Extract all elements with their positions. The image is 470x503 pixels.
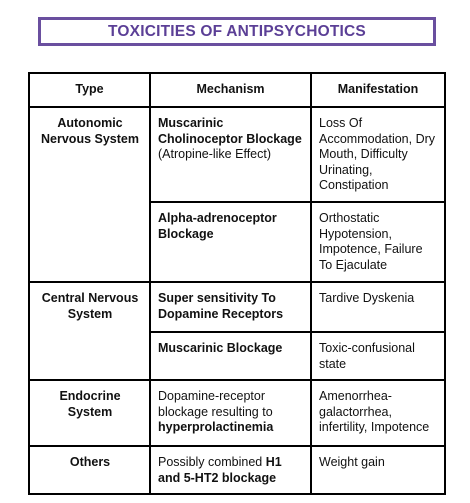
mechanism-bold: H1 and 5-HT2 blockage bbox=[158, 455, 282, 485]
mechanism-bold: Super sensitivity To Dopamine Receptors bbox=[158, 291, 284, 321]
title-box bbox=[38, 17, 436, 46]
header-mechanism: Mechanism bbox=[150, 73, 311, 107]
type-endocrine: Endocrine System bbox=[59, 389, 121, 419]
manifestation-cell: Orthostatic Hypotension, Impotence, Failure To Ejaculate bbox=[311, 202, 445, 282]
page-title: TOXICITIES OF ANTIPSYCHOTICS bbox=[108, 22, 366, 40]
type-central: Central Nervous System bbox=[41, 291, 139, 321]
manifestation-cell: Weight gain bbox=[311, 446, 445, 494]
type-autonomic: Autonomic Nervous System bbox=[41, 116, 139, 146]
mechanism-bold: hyperprolactinemia bbox=[158, 420, 274, 434]
mechanism-cell bbox=[150, 380, 311, 446]
mechanism-bold: Muscarinic Cholinoceptor Blockage bbox=[158, 116, 302, 146]
type-cell bbox=[29, 446, 150, 494]
header-manifestation: Manifestation bbox=[311, 73, 445, 107]
mechanism-bold: Alpha-adrenoceptor Blockage bbox=[158, 211, 277, 241]
mechanism-normal: Possibly combined bbox=[158, 455, 266, 469]
type-others: Others bbox=[69, 455, 111, 469]
manifestation-cell: Amenorrhea-galactorrhea, infertility, Impotence bbox=[311, 380, 445, 446]
type-cell bbox=[29, 380, 150, 446]
table-row bbox=[29, 107, 445, 202]
mechanism-cell bbox=[150, 332, 311, 380]
manifestation-cell: Tardive Dyskenia bbox=[311, 282, 445, 332]
mechanism-cell bbox=[150, 107, 311, 202]
type-cell bbox=[29, 282, 150, 380]
manifestation-cell: Loss Of Accommodation, Dry Mouth, Difficulty Urinating, Constipation bbox=[311, 107, 445, 202]
mechanism-bold: Muscarinic Blockage bbox=[158, 341, 283, 355]
header-row bbox=[29, 73, 445, 107]
manifestation-cell: Toxic-confusional state bbox=[311, 332, 445, 380]
mechanism-normal: Dopamine-receptor blockage resulting to bbox=[158, 389, 273, 419]
mechanism-cell bbox=[150, 282, 311, 332]
mechanism-cell bbox=[150, 202, 311, 282]
type-cell bbox=[29, 107, 150, 282]
table-row bbox=[29, 380, 445, 446]
mechanism-normal: (Atropine-like Effect) bbox=[158, 147, 272, 161]
table-row bbox=[29, 282, 445, 332]
header-type: Type bbox=[29, 73, 150, 107]
mechanism-cell bbox=[150, 446, 311, 494]
toxicity-table bbox=[28, 72, 446, 495]
table-row bbox=[29, 446, 445, 494]
